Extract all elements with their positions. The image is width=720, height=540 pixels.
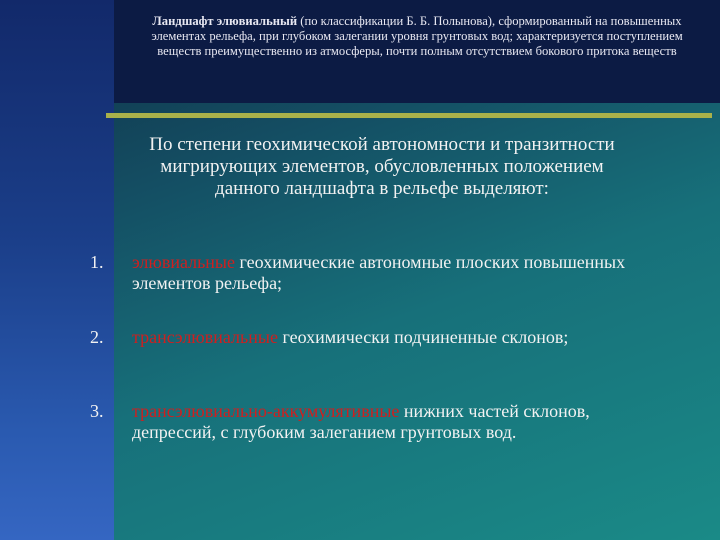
list-item-number: 1. — [90, 252, 104, 272]
list-item-text — [132, 401, 672, 443]
list-item-description: геохимически подчиненные склонов; — [277, 327, 569, 347]
list-item-term: трансэлювиально-аккумулятивные — [132, 401, 400, 421]
list-item-text — [132, 327, 672, 348]
title-term: Ландшафт элювиальный — [152, 14, 298, 28]
list-item-term: элювиальные — [132, 252, 236, 272]
intro-paragraph: По степени геохимической автономности и транзитности мигрирующих элементов, обусловленных положением данного ландшафта в рельефе выделяют: — [149, 134, 615, 199]
list-item-number: 3. — [90, 401, 104, 421]
list-item-description: нижних частей склонов, депрессий, с глубоким залеганием грунтовых вод. — [132, 401, 590, 442]
title-source-note: (по классификации Б. Б. Полынова), — [297, 14, 496, 28]
list-item-text — [132, 252, 672, 294]
list-item-description: геохимические автономные плоских повышенных элементов рельефа; — [132, 252, 626, 293]
title-description: сформированный на повышенных элементах рельефа, при глубоком залегании уровня грунтовых вод; характеризуется поступлением веществ преимущественно из атмосферы, почти полным отсутствием бокового притока веществ — [151, 14, 683, 58]
divider-line — [106, 113, 712, 118]
slide-title — [134, 14, 700, 58]
list-item-term: трансэлювиальные — [132, 327, 278, 347]
list-item-number: 2. — [90, 327, 104, 347]
